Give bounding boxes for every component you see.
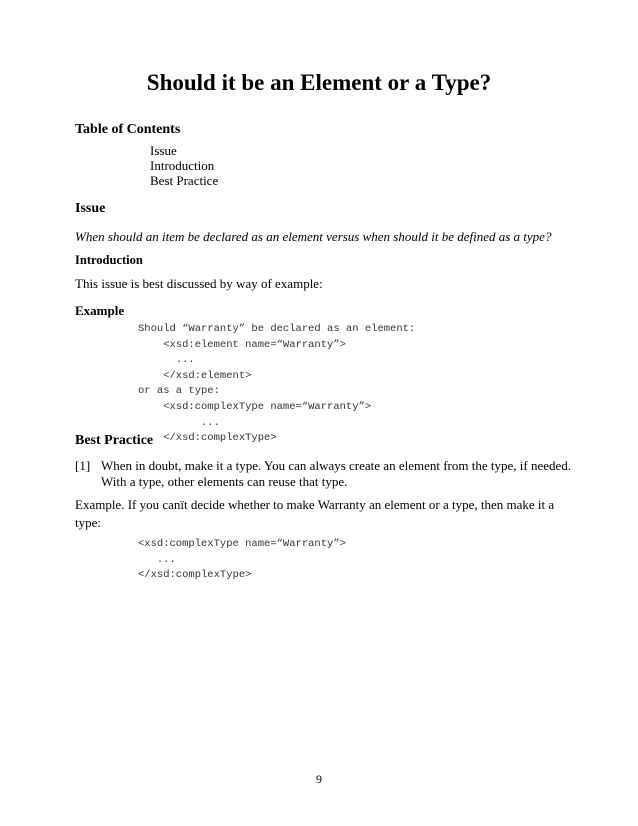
toc-heading: Table of Contents	[75, 122, 181, 137]
toc-item-introduction[interactable]: Introduction	[150, 158, 215, 173]
best-practice-line: With a type, other elements can reuse that type.	[101, 474, 348, 489]
code-line: </xsd:element>	[138, 369, 252, 382]
code-line: Should “Warranty” be declared as an element:	[138, 323, 416, 335]
best-practice-example-text	[75, 496, 554, 532]
example-text-line: type:	[75, 515, 101, 530]
code-line: <xsd:complexType name=“Warranty”>	[138, 538, 346, 550]
example-heading: Example	[75, 303, 125, 318]
code-line: ...	[138, 416, 220, 429]
issue-question: When should an item be declared as an element versus when should it be defined as a type?	[75, 229, 552, 244]
code-line: ...	[138, 354, 195, 367]
best-practice-item-number: [1]	[75, 458, 91, 473]
page-number: 9	[316, 772, 322, 786]
toc-item-issue[interactable]: Issue	[150, 143, 177, 158]
example-code-block	[138, 322, 415, 447]
code-line: <xsd:element name=“Warranty”>	[138, 338, 346, 351]
code-line: </xsd:complexType>	[138, 569, 252, 582]
best-practice-line: When in doubt, make it a type. You can always create an element from the type, if needed.	[101, 458, 572, 473]
best-practice-heading: Best Practice	[75, 433, 154, 448]
toc-list	[150, 143, 218, 188]
code-line: or as a type:	[138, 385, 220, 398]
code-line: <xsd:complexType name=“Warranty”>	[138, 400, 372, 413]
issue-heading: Issue	[75, 201, 106, 216]
page-title: Should it be an Element or a Type?	[146, 70, 492, 95]
best-practice-code-block	[138, 537, 346, 584]
best-practice-item-text	[101, 458, 571, 490]
introduction-heading: Introduction	[75, 253, 143, 267]
example-text-line: Example. If you canït decide whether to make Warranty an element or a type, then make it a	[75, 497, 555, 512]
toc-item-best-practice[interactable]: Best Practice	[150, 173, 219, 188]
code-line: </xsd:complexType>	[138, 432, 277, 445]
introduction-text: This issue is best discussed by way of example:	[75, 276, 323, 291]
code-line: ...	[138, 553, 176, 566]
